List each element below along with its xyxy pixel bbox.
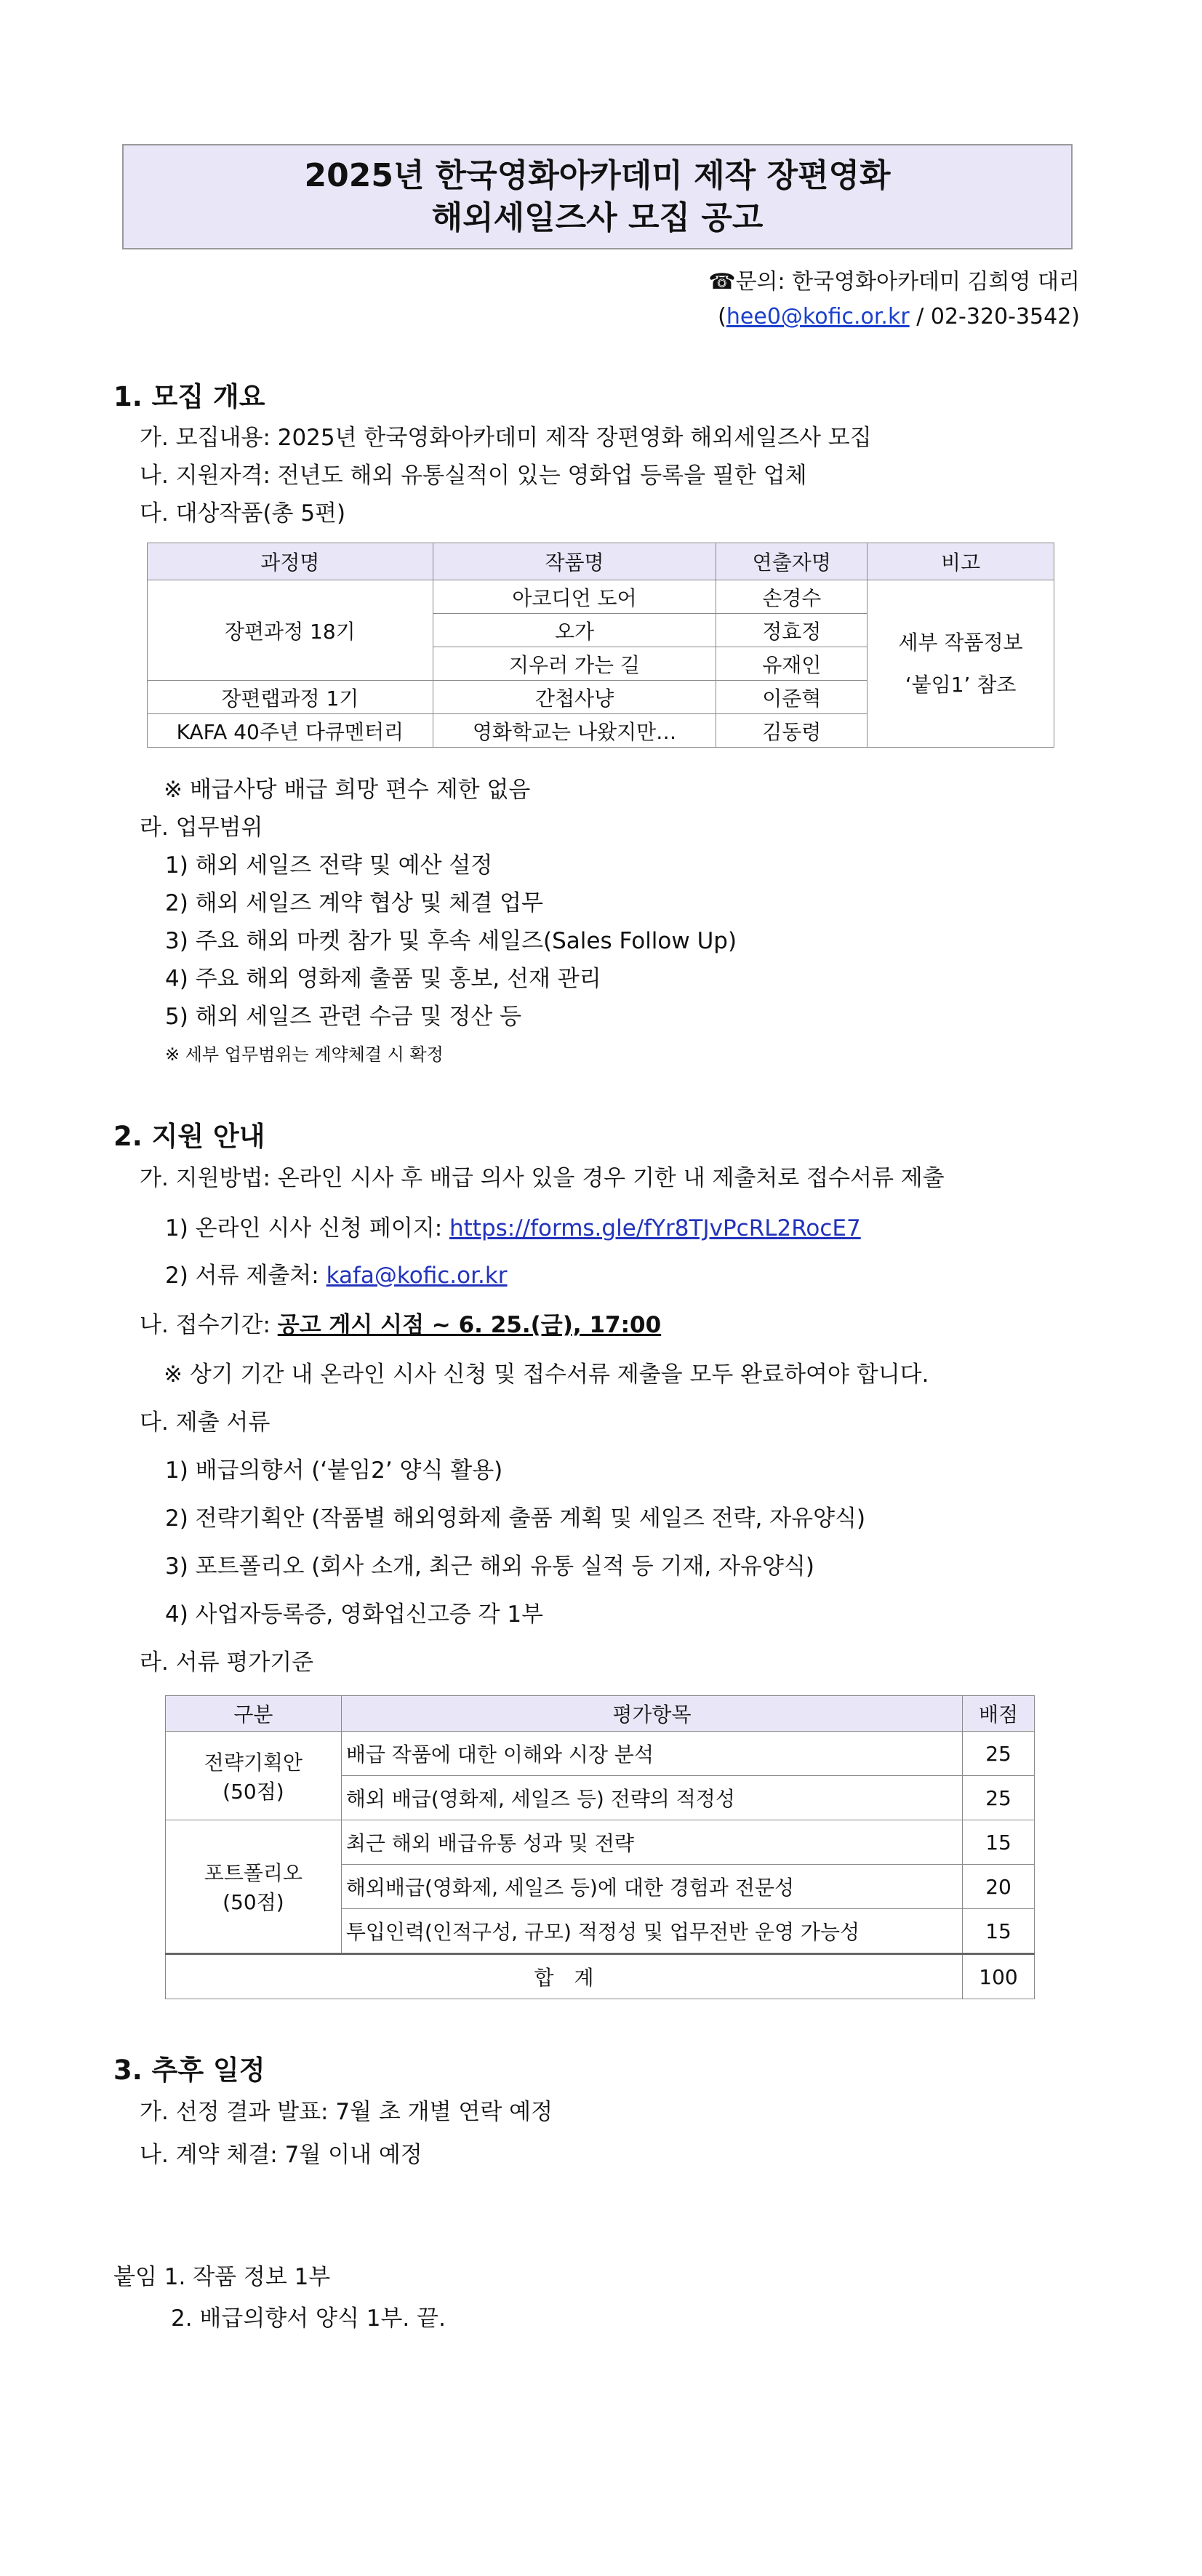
contact-phone: 02-320-3542): [930, 304, 1080, 329]
contact-info: [708, 265, 1080, 335]
contact-label: ☎문의: 한국영화아카데미 김희영 대리: [708, 269, 1080, 295]
s2-na: [140, 1306, 661, 1339]
total-score-cell: 100: [963, 1954, 1035, 1999]
table-header: 평가항목: [341, 1696, 962, 1732]
attachment-2: 2. 배급의향서 양식 1부. 끝.: [171, 2305, 446, 2332]
doc-item: 4) 사업자등록증, 영화업신고증 각 1부: [165, 1601, 544, 1628]
eval-item-cell: 해외배급(영화제, 세일즈 등)에 대한 경험과 전문성: [341, 1865, 962, 1909]
title-line-2: 해외세일즈사 모집 공고: [431, 199, 764, 236]
period-label: 나. 접수기간:: [140, 1312, 278, 1338]
period-value: 공고 게시 시점 ~ 6. 25.(금), 17:00: [277, 1312, 662, 1338]
table-row: [166, 1820, 1035, 1865]
scope-item: 4) 주요 해외 영화제 출품 및 홍보, 선재 관리: [165, 966, 601, 992]
scope-item: 1) 해외 세일즈 전략 및 예산 설정: [165, 852, 493, 879]
work-title-cell: 아코디언 도어: [433, 580, 716, 614]
remarks-line-2: ‘붙임1’ 참조: [905, 672, 1017, 697]
work-title-cell: 오가: [433, 614, 716, 647]
attachment-1: 붙임 1. 작품 정보 1부: [113, 2264, 331, 2290]
eval-item-cell: 해외 배급(영화제, 세일즈 등) 전략의 적정성: [341, 1776, 962, 1820]
course-cell: KAFA 40주년 다큐멘터리: [148, 714, 433, 748]
table-row: [148, 580, 1054, 614]
eval-group-cell: [166, 1732, 342, 1820]
course-cell: 장편과정 18기: [148, 580, 433, 681]
preview-page-label: 1) 온라인 시사 신청 페이지:: [165, 1215, 449, 1241]
doc-item: 3) 포트폴리오 (회사 소개, 최근 해외 유통 실적 등 기재, 자유양식): [165, 1553, 814, 1580]
table-header: 구분: [166, 1696, 342, 1732]
table-header: 비고: [868, 543, 1054, 580]
section-1-heading: 1. 모집 개요: [113, 381, 265, 412]
contact-separator: /: [909, 304, 931, 329]
table-header: 연출자명: [716, 543, 868, 580]
s1-note: ※ 배급사당 배급 희망 편수 제한 없음: [164, 777, 531, 803]
s2-ga: 가. 지원방법: 온라인 시사 후 배급 의사 있을 경우 기한 내 제출처로 접수서류 제출: [140, 1165, 945, 1191]
scope-item: 2) 해외 세일즈 계약 협상 및 체결 업무: [165, 890, 544, 916]
work-title-cell: 지우러 가는 길: [433, 647, 716, 681]
s2-ra: 라. 서류 평가기준: [140, 1649, 314, 1676]
s1-da: 다. 대상작품(총 5편): [140, 500, 346, 527]
section-2-heading: 2. 지원 안내: [113, 1121, 265, 1152]
eval-group-name: 전략기획안: [204, 1750, 303, 1775]
eval-group-points: (50점): [223, 1890, 284, 1914]
evaluation-table: [165, 1695, 1035, 1999]
s3-ga: 가. 선정 결과 발표: 7월 초 개별 연락 예정: [140, 2099, 553, 2125]
table-row: [166, 1732, 1035, 1776]
table-header: 배점: [963, 1696, 1035, 1732]
eval-item-cell: 최근 해외 배급유통 성과 및 전략: [341, 1820, 962, 1865]
table-row-total: [166, 1954, 1035, 1999]
score-cell: 15: [963, 1909, 1035, 1954]
target-works-table: [147, 543, 1054, 748]
eval-group-points: (50점): [223, 1779, 284, 1804]
contact-open-paren: (: [718, 304, 726, 329]
s2-na-note: ※ 상기 기간 내 온라인 시사 신청 및 접수서류 제출을 모두 완료하여야 합니다.: [164, 1361, 929, 1388]
s2-ga-1: [165, 1209, 861, 1242]
contact-email-link[interactable]: hee0@kofic.or.kr: [726, 304, 910, 329]
table-header: 과정명: [148, 543, 433, 580]
submission-email-link[interactable]: kafa@kofic.or.kr: [326, 1263, 508, 1289]
s1-ga: 가. 모집내용: 2025년 한국영화아카데미 제작 장편영화 해외세일즈사 모집: [140, 425, 872, 451]
s1-ra: 라. 업무범위: [140, 815, 263, 841]
score-cell: 20: [963, 1865, 1035, 1909]
title-line-1: 2025년 한국영화아카데미 제작 장편영화: [304, 157, 891, 194]
scope-item: 5) 해외 세일즈 관련 수금 및 정산 등: [165, 1004, 522, 1030]
table-header: 작품명: [433, 543, 716, 580]
section-3-heading: 3. 추후 일정: [113, 2055, 265, 2086]
eval-item-cell: 투입인력(인적구성, 규모) 적정성 및 업무전반 운영 가능성: [341, 1909, 962, 1954]
scope-item: 3) 주요 해외 마켓 참가 및 후속 세일즈(Sales Follow Up): [165, 928, 737, 954]
director-cell: 손경수: [716, 580, 868, 614]
scope-note: ※ 세부 업무범위는 계약체결 시 확정: [165, 1044, 444, 1065]
eval-item-cell: 배급 작품에 대한 이해와 시장 분석: [341, 1732, 962, 1776]
director-cell: 김동령: [716, 714, 868, 748]
director-cell: 정효정: [716, 614, 868, 647]
score-cell: 25: [963, 1776, 1035, 1820]
title-box: [122, 144, 1073, 249]
eval-group-name: 포트폴리오: [204, 1861, 303, 1885]
score-cell: 25: [963, 1732, 1035, 1776]
s2-ga-2: [165, 1257, 508, 1289]
work-title-cell: 간첩사냥: [433, 681, 716, 714]
s3-na: 나. 계약 체결: 7월 이내 예정: [140, 2142, 422, 2168]
course-cell: 장편랩과정 1기: [148, 681, 433, 714]
doc-item: 1) 배급의향서 (‘붙임2’ 양식 활용): [165, 1457, 503, 1484]
remarks-cell: [868, 580, 1054, 748]
submission-label: 2) 서류 제출처:: [165, 1263, 326, 1289]
preview-form-link[interactable]: https://forms.gle/fYr8TJvPcRL2RocE7: [449, 1215, 861, 1241]
eval-group-cell: [166, 1820, 342, 1954]
s1-na: 나. 지원자격: 전년도 해외 유통실적이 있는 영화업 등록을 필한 업체: [140, 463, 807, 489]
director-cell: 유재인: [716, 647, 868, 681]
total-label-cell: 합 계: [166, 1954, 963, 1999]
s2-da: 다. 제출 서류: [140, 1409, 271, 1436]
remarks-line-1: 세부 작품정보: [898, 630, 1023, 655]
work-title-cell: 영화학교는 나왔지만…: [433, 714, 716, 748]
director-cell: 이준혁: [716, 681, 868, 714]
doc-item: 2) 전략기획안 (작품별 해외영화제 출품 계획 및 세일즈 전략, 자유양식): [165, 1505, 866, 1532]
score-cell: 15: [963, 1820, 1035, 1865]
